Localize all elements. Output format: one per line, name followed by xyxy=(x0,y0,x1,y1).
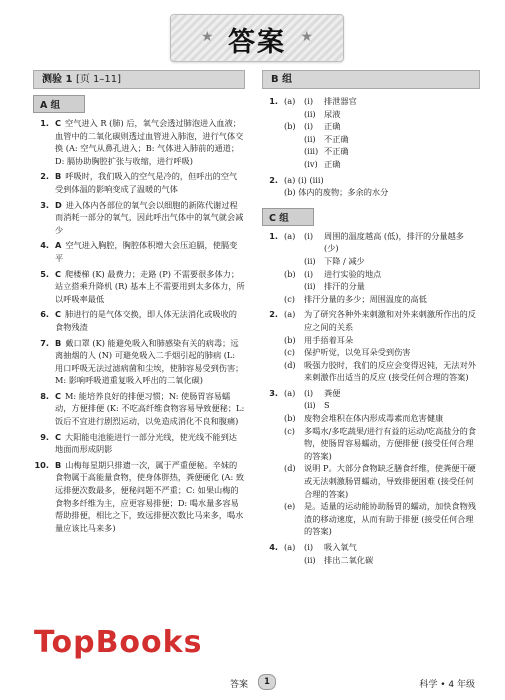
star-icon: ★ xyxy=(300,29,313,45)
answer-item xyxy=(33,431,245,456)
item-explanation: 肺进行的是气体交换，即人体无法消化或吸收的食物残渣 xyxy=(55,309,237,332)
item-answer: A xyxy=(55,240,62,251)
answer-item: 2. (a) (i) (iii) (b) 体内的废物；多余的水分 xyxy=(269,174,389,198)
item-number: 7. xyxy=(40,337,49,348)
item-answer: C xyxy=(55,268,62,279)
item-answer: B xyxy=(55,459,62,470)
section-header xyxy=(33,70,245,89)
watermark-logo: TopBooks xyxy=(34,625,203,660)
page-title: 答案 xyxy=(228,27,286,58)
item-number: 5. xyxy=(40,268,49,279)
item-number: 9. xyxy=(40,431,49,442)
answer-item xyxy=(33,117,245,167)
item-number: 6. xyxy=(40,309,49,320)
right-column xyxy=(262,70,480,569)
answer-item: 1. (a) (i) 周围的温度越高 (低)，排汗的分量越多 (少) (ii) 下降 / 减少 (b) (i) 进行实验的地点 (ii) 排汗的分量 (c) 排汗分量的多少；周围温度的高低 xyxy=(269,230,464,304)
item-answer: D xyxy=(55,199,62,210)
footer-subject: 科学 • 4 年级 xyxy=(419,680,475,690)
answer-title-banner xyxy=(170,14,344,62)
page-range: [页 1–11] xyxy=(75,74,122,85)
item-answer: C xyxy=(55,309,62,320)
item-explanation: 空气进入 R (肺) 后，氧气会透过肺泡进入血液；血管中的二氧化碳则透过血管进入肺泡，进行气体交换 (A: 空气从鼻孔进入；B: 气体进入肺前的通道；D: 膈协助胸腔扩张与收缩，进行呼吸) xyxy=(55,118,244,166)
item-explanation: M: 能培养良好的排便习惯；N: 使肠胃容易蠕动，方便排便 (K: 不吃高纤维食物容易导致便秘；L: 饭后不宜进行剧烈运动，以免造成消化不良和腹痛) xyxy=(55,390,245,427)
group-b-header: B 组 xyxy=(262,70,480,89)
footer-label: 答案 xyxy=(230,680,249,690)
answer-item: 4. (a) (i) 吸入氧气 (ii) 排出二氧化碳 xyxy=(269,542,374,565)
item-answer: C xyxy=(55,431,62,442)
page-number: 1 xyxy=(258,674,276,690)
answer-item: 1. (a) (i) 排泄器官 (ii) 尿液 (b) (i) 正确 (ii) 不正确 (iii) 不正确 (iv) 正确 xyxy=(269,96,357,169)
item-explanation: 戴口罩 (K) 能避免吸入和肺感染有关的病毒；远离抽烟的人 (N) 可避免吸入二手烟引起的肺病 (L: 用口呼吸无法过滤病菌和尘埃，使肺容易受到伤害；M: 影响呼吸道重复吸入呼出的二氧化碳) xyxy=(55,337,244,386)
item-number: 1. xyxy=(40,118,49,128)
left-column xyxy=(33,70,245,537)
item-number: 2. xyxy=(40,171,49,182)
item-number: 4. xyxy=(40,240,49,251)
answer-item: 3. (a) (i) 粪便 (ii) S (b) 废物会堆积在体内形成毒素而危害健康 (c) 多喝水/多吃蔬果/进行有益的运动/吃高盐分的食物，使肠胃容易蠕动，方便排便 (接受任何合理的答案) (d) 说明 P。大部分食物缺乏膳食纤维，使粪便干硬或无法刺激肠胃蠕动，导致排便困难 (接受任何合理的答案) (e) 是。适量的运动能协助肠胃的蠕动，加快食物残渣的移动速度，从而有助于排便 (接受任何合理的答案) xyxy=(269,387,477,537)
group-c-label: C 组 xyxy=(262,208,314,226)
item-explanation: 空气进入胸腔，胸腔体积增大会压迫膈，使膈变平 xyxy=(55,240,238,263)
item-explanation: 爬楼梯 (K) 最费力；走路 (P) 不需要很多体力；站立搭乘升降机 (R) 基本上不需要用到太多体力，所以呼吸率最低 xyxy=(55,268,245,304)
answer-item xyxy=(33,170,245,195)
item-answer: B xyxy=(55,337,62,348)
page-footer xyxy=(0,672,505,692)
answer-item: 2. (a) 为了研究各种外来刺激和对外来刺激所作出的反应之间的关系 (b) 用手捂着耳朵 (c) 保护听觉，以免耳朵受到伤害 (d) 吸强力胶时，我们的反应会变得迟钝，无法对外来刺激作出适当的反应 (接受任何合理的答案) xyxy=(269,309,476,383)
answer-item xyxy=(33,268,245,306)
section-label: 测验 1 xyxy=(42,74,73,85)
answer-item xyxy=(33,337,245,387)
answer-item xyxy=(33,199,245,237)
answer-item xyxy=(33,390,245,428)
item-explanation: 山梅每星期只排遗一次，属于严重便秘。辛妹的食物属于高能量食物，使身体胖热，粪便硬化 (A: 致远排便次数最多，便秘问题不严重；C: 如果山梅的食物多纤维为主，应更容易排便；D: 喝水量多容易帮助排便，相比之下，致远排便次数比马来多，喝水量应该比马来多) xyxy=(55,459,245,533)
answer-item xyxy=(33,239,245,264)
item-explanation: 呼吸时，我们吸入的空气是冷的，但呼出的空气受到体温的影响变成了温暖的气体 xyxy=(55,171,238,194)
group-a-label: A 组 xyxy=(33,95,85,113)
item-explanation: 大阳能电池能进行一部分光线，使光线不能到达地面而形成阴影 xyxy=(55,431,237,455)
item-number: 10. xyxy=(34,459,49,470)
item-answer: C xyxy=(55,118,62,128)
item-number: 8. xyxy=(40,390,49,401)
answer-item xyxy=(33,308,245,333)
item-explanation: 进入体内各部位的氧气会以细胞的新陈代谢过程而消耗一部分的氧气，因此呼出气体中的氧气就会减少 xyxy=(55,199,244,235)
answer-item xyxy=(33,459,245,535)
answer-list xyxy=(33,117,245,534)
item-answer: B xyxy=(55,171,62,182)
item-number: 3. xyxy=(40,199,49,210)
item-answer: C xyxy=(55,390,62,401)
star-icon: ★ xyxy=(201,29,214,45)
